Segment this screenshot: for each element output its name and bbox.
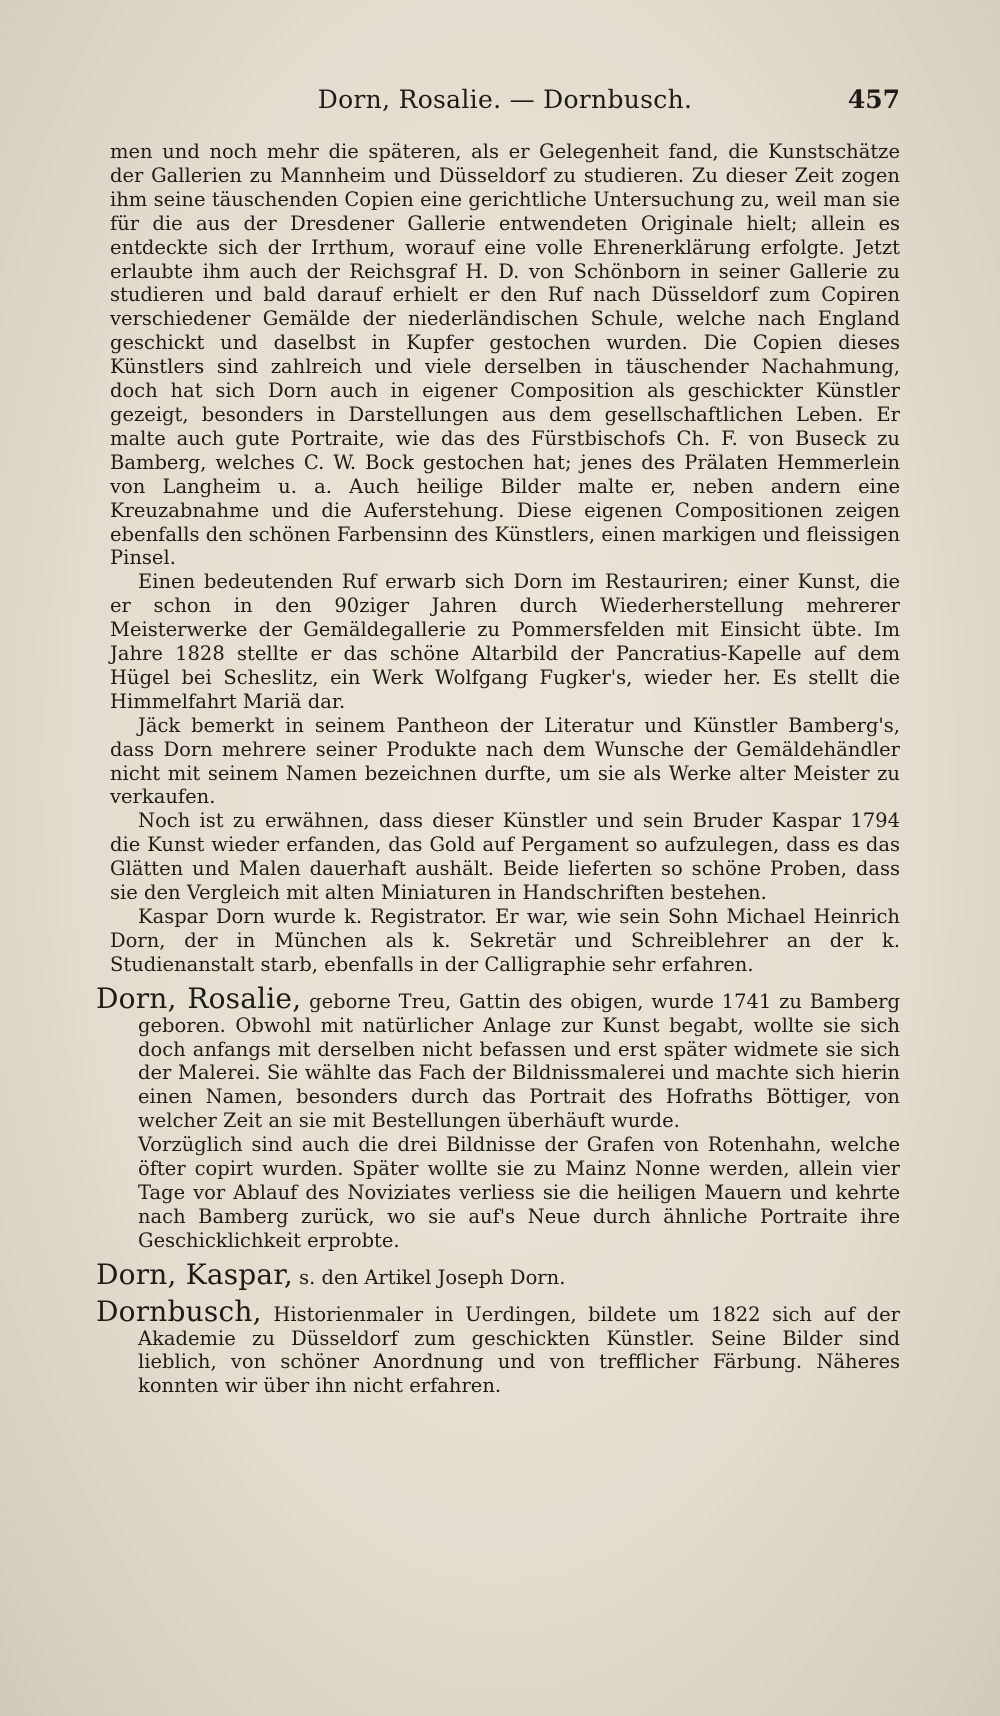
paragraph-restauriren: Einen bedeutenden Ruf erwarb sich Dorn im Restauriren; einer Kunst, die er schon in den 90ziger Jahren durch Wiederherstellung mehrerer Meisterwerke der Gemäldegallerie zu Pommersfelden mit Einsicht übte. Im Jahre 1828 stellte er das schöne Altarbild der Pancratius-Kapelle auf dem Hügel bei Scheslitz, ein Werk Wolfgang Fugker's, wieder her. Es stellt die Himmelfahrt Mariä dar. bbox=[110, 570, 900, 713]
entry-text-dornbusch: Historienmaler in Uerdingen, bildete um 1822 sich auf der Akademie zu Düsseldorf zum geschickten Künstler. Seine Bilder sind lieblich, von schöner Anordnung und von trefflicher Färbung. Näheres konnten wir über ihn nicht erfahren. bbox=[138, 1302, 900, 1398]
entry-heading-dornbusch: Dornbusch, bbox=[96, 1294, 262, 1328]
page-header bbox=[110, 85, 900, 125]
entry-heading-kaspar: Dorn, Kaspar, bbox=[96, 1257, 293, 1291]
page-number: 457 bbox=[847, 85, 900, 114]
entry-text-kaspar: s. den Artikel Joseph Dorn. bbox=[299, 1265, 566, 1289]
entry-dornbusch bbox=[96, 1294, 900, 1399]
paragraph-jaeck: Jäck bemerkt in seinem Pantheon der Literatur und Künstler Bamberg's, dass Dorn mehrere seiner Produkte nach dem Wunsche der Gemäldehändler nicht mit seinem Namen bezeichnen durfte, um sie als Werke alter Meister zu verkaufen. bbox=[110, 713, 900, 809]
paragraph-kaspar-registrator: Kaspar Dorn wurde k. Registrator. Er war, wie sein Sohn Michael Heinrich Dorn, der in München als k. Sekretär und Schreiblehrer an der k. Studienanstalt starb, ebenfalls in der Calligraphie sehr erfahren. bbox=[110, 905, 900, 976]
entry-heading-rosalie: Dorn, Rosalie, bbox=[96, 981, 302, 1015]
paragraph-continuation: men und noch mehr die späteren, als er Gelegenheit fand, die Kunstschätze der Gallerien zu Mannheim und Düsseldorf zu studieren. Zu dieser Zeit zogen ihm seine täuschenden Copien eine gerichtliche Untersuchung zu, weil man sie für die aus der Dresdener Gallerie entwendeten Originale hielt; allein es entdeckte sich der Irrthum, worauf eine volle Ehrenerklärung erfolgte. Jetzt erlaubte ihm auch der Reichsgraf H. D. von Schönborn in seiner Gallerie zu studieren und bald darauf erhielt er den Ruf nach Düsseldorf zum Copiren verschiedener Gemälde der niederländischen Schule, welche nach England geschickt und daselbst in Kupfer gestochen wurden. Die Copien dieses Künstlers sind zahlreich und viele derselben in täuschender Nachahmung, doch hat sich Dorn auch in eigener Composition als geschickter Künstler gezeigt, besonders in Darstellungen aus dem gesellschaftlichen Leben. Er malte auch gute Portraite, wie das des Fürstbischofs Ch. F. von Buseck zu Bamberg, welches C. W. Bock gestochen hat; jenes des Prälaten Hemmerlein von Langheim u. a. Auch heilige Bilder malte er, neben andern eine Kreuzabnahme und die Auferstehung. Diese eigenen Compositionen zeigen ebenfalls den schönen Farbensinn des Künstlers, einen markigen und fleissigen Pinsel. bbox=[110, 140, 900, 570]
running-head: Dorn, Rosalie. — Dornbusch. bbox=[317, 85, 693, 114]
entry-text-rosalie: geborne Treu, Gattin des obigen, wurde 1741 zu Bamberg geboren. Obwohl mit natürlicher Anlage zur Kunst begabt, wollte sie sich doch anfangs mit derselben nicht befassen und erst später widmete sie sich der Malerei. Sie wählte das Fach der Bildnissmalerei und machte sich hierin einen Namen, besonders durch das Portrait des Hofraths Böttiger, von welcher Zeit an sie mit Bestellungen überhäuft wurde. bbox=[138, 989, 900, 1133]
entry-kaspar bbox=[96, 1257, 900, 1291]
paragraph-gold: Noch ist zu erwähnen, dass dieser Künstler und sein Bruder Kaspar 1794 die Kunst wieder erfanden, das Gold auf Pergament so aufzulegen, dass es das Glätten und Malen dauerhaft aushält. Beide lieferten so schöne Proben, dass sie den Vergleich mit alten Miniaturen in Handschriften bestehen. bbox=[110, 809, 900, 905]
entry-rosalie-continued: Vorzüglich sind auch die drei Bildnisse der Grafen von Rotenhahn, welche öfter copirt wurden. Später wollte sie zu Mainz Nonne werden, allein vier Tage vor Ablauf des Noviziates verliess sie die heiligen Mauern und kehrte nach Bamberg zurück, wo sie auf's Neue durch ähnliche Portraite ihre Geschicklichkeit erprobte. bbox=[138, 1133, 900, 1252]
body-text bbox=[96, 140, 900, 1398]
entry-rosalie bbox=[96, 981, 900, 1133]
